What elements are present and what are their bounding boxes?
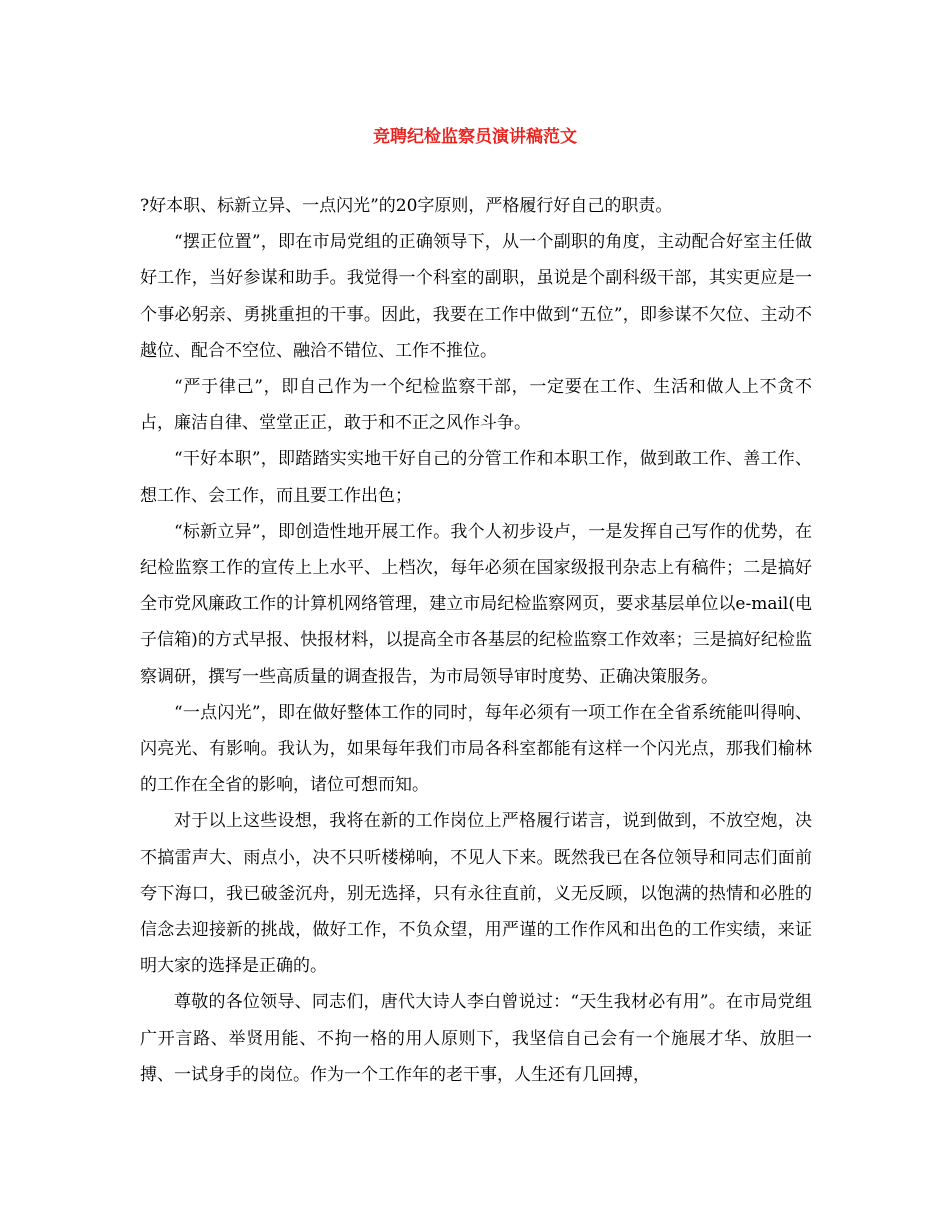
paragraph-2: “摆正位置”，即在市局党组的正确领导下，从一个副职的角度，主动配合好室主任做好工作，当好参谋和助手。我觉得一个科室的副职，虽说是个副科级干部，其实更应是一个事必躬亲、勇挑重担的干事。因此，我要在工作中做到“五位”，即参谋不欠位、主动不越位、配合不空位、融洽不错位、工作不推位。	[140, 232, 812, 361]
paragraph-7: 对于以上这些设想，我将在新的工作岗位上严格履行诺言，说到做到，不放空炮，决不搞雷声大、雨点小，决不只听楼梯响，不见人下来。既然我已在各位领导和同志们面前夸下海口，我已破釜沉舟，别无选择，只有永往直前，义无反顾，以饱满的热情和必胜的信念去迎接新的挑战，做好工作，不负众望，用严谨的工作作风和出色的工作实绩，来证明大家的选择是正确的。	[140, 811, 812, 977]
paragraph-3: “严于律己”，即自己作为一个纪检监察干部，一定要在工作、生活和做人上不贪不占，廉洁自律、堂堂正正，敢于和不正之风作斗争。	[140, 377, 812, 434]
paragraph-4: “干好本职”，即踏踏实实地干好自己的分管工作和本职工作，做到敢工作、善工作、想工作、会工作，而且要工作出色；	[140, 449, 812, 506]
paragraph-5: “标新立异”，即创造性地开展工作。我个人初步设卢，一是发挥自己写作的优势，在纪检监察工作的宣传上上水平、上档次，每年必须在国家级报刊杂志上有稿件；二是搞好全市党风廉政工作的计算机网络管理，建立市局纪检监察网页，要求基层单位以e-mail(电子信箱)的方式早报、快报材料，以提高全市各基层的纪检监察工作效率；三是搞好纪检监察调研，撰写一些高质量的调查报告，为市局领导审时度势、正确决策服务。	[140, 521, 812, 687]
paragraph-1: ?好本职、标新立异、一点闪光”的20字原则，严格履行好自己的职责。	[140, 196, 673, 216]
paragraph-6: “一点闪光”，即在做好整体工作的同时，每年必须有一项工作在全省系统能叫得响、闪亮光、有影响。我认为，如果每年我们市局各科室都能有这样一个闪光点，那我们榆林的工作在全省的影响，诸位可想而知。	[140, 702, 812, 796]
paragraph-8: 尊敬的各位领导、同志们，唐代大诗人李白曾说过：“天生我材必有用”。在市局党组广开言路、举贤用能、不拘一格的用人原则下，我坚信自己会有一个施展才华、放胆一搏、一试身手的岗位。作为一个工作年的老干事，人生还有几回搏，	[140, 992, 812, 1085]
document-body	[140, 188, 812, 1093]
document-title: 竞聘纪检监察员演讲稿范文	[373, 127, 577, 147]
